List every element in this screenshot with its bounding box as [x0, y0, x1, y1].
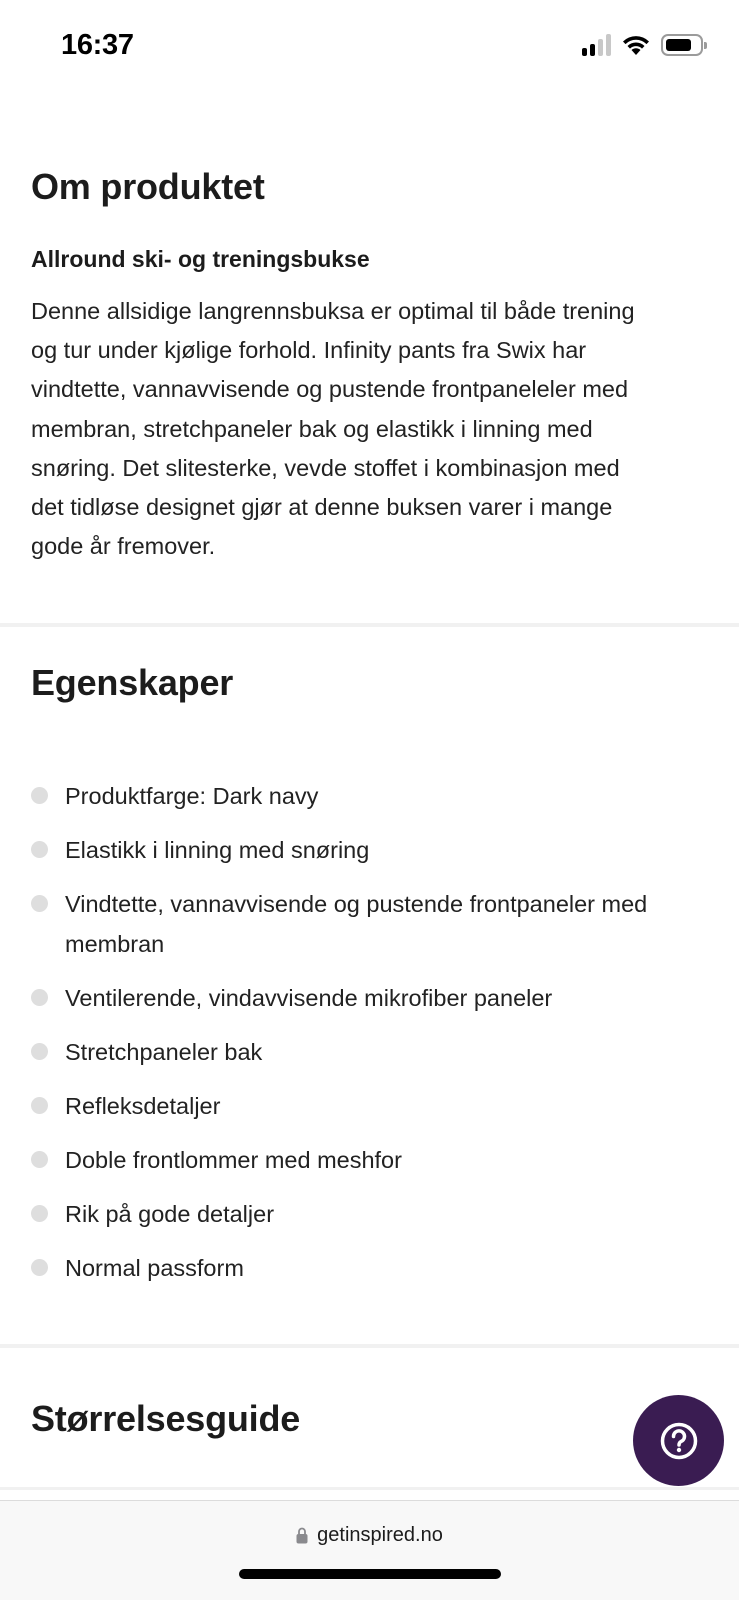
- bullet-icon: [31, 787, 48, 804]
- description-line: det tidløse designet gjør at denne buksen varer i mange: [31, 494, 613, 521]
- feature-item: Refleksdetaljer: [31, 1086, 721, 1126]
- feature-item: Elastikk i linning med snøring: [31, 830, 721, 870]
- bullet-icon: [31, 989, 48, 1006]
- feature-item: Produktfarge: Dark navy: [31, 776, 721, 816]
- feature-item: Ventilerende, vindavvisende mikrofiber paneler: [31, 978, 721, 1018]
- url-text[interactable]: getinspired.no: [317, 1524, 443, 1546]
- wifi-icon: [621, 34, 651, 56]
- lock-icon: [296, 1527, 308, 1544]
- features-list: [31, 776, 721, 1302]
- size-guide-title[interactable]: Størrelsesguide: [31, 1398, 301, 1439]
- browser-bottom-bar: [0, 1500, 739, 1600]
- description-line: Denne allsidige langrennsbuksa er optimal til både trening: [31, 298, 635, 324]
- cellular-signal-icon: [582, 34, 611, 56]
- bullet-icon: [31, 1205, 48, 1222]
- section-divider: [0, 623, 739, 627]
- description-line: og tur under kjølige forhold. Infinity pants fra Swix har: [31, 337, 587, 364]
- description-line: vindtette, vannavvisende og pustende frontpaneleler med: [31, 376, 629, 403]
- help-button[interactable]: [633, 1395, 724, 1486]
- address-bar[interactable]: [0, 1524, 739, 1547]
- bullet-icon: [31, 1259, 48, 1276]
- home-indicator[interactable]: [239, 1569, 501, 1579]
- feature-item: Stretchpaneler bak: [31, 1032, 721, 1072]
- feature-item: Vindtette, vannavvisende og pustende frontpaneler med membran: [31, 884, 721, 964]
- about-title: Om produktet: [31, 166, 265, 207]
- feature-item: Normal passform: [31, 1248, 721, 1288]
- bullet-icon: [31, 895, 48, 912]
- feature-item: Rik på gode detaljer: [31, 1194, 721, 1234]
- status-time: 16:37: [61, 29, 134, 61]
- about-description: [31, 292, 731, 566]
- bullet-icon: [31, 1151, 48, 1168]
- section-divider: [0, 1344, 739, 1348]
- status-bar: [0, 0, 739, 95]
- about-subtitle: Allround ski- og treningsbukse: [31, 246, 370, 272]
- description-line: gode år fremover.: [31, 533, 216, 560]
- feature-item: Doble frontlommer med meshfor: [31, 1140, 721, 1180]
- section-divider: [0, 1487, 739, 1490]
- battery-icon: [661, 34, 703, 56]
- bullet-icon: [31, 841, 48, 858]
- status-icons: [582, 34, 703, 56]
- bullet-icon: [31, 1097, 48, 1114]
- question-circle-icon: [659, 1421, 699, 1461]
- features-title: Egenskaper: [31, 662, 234, 703]
- description-line: membran, stretchpaneler bak og elastikk i linning med: [31, 415, 593, 442]
- bullet-icon: [31, 1043, 48, 1060]
- description-line: snøring. Det slitesterke, vevde stoffet i kombinasjon med: [31, 454, 620, 481]
